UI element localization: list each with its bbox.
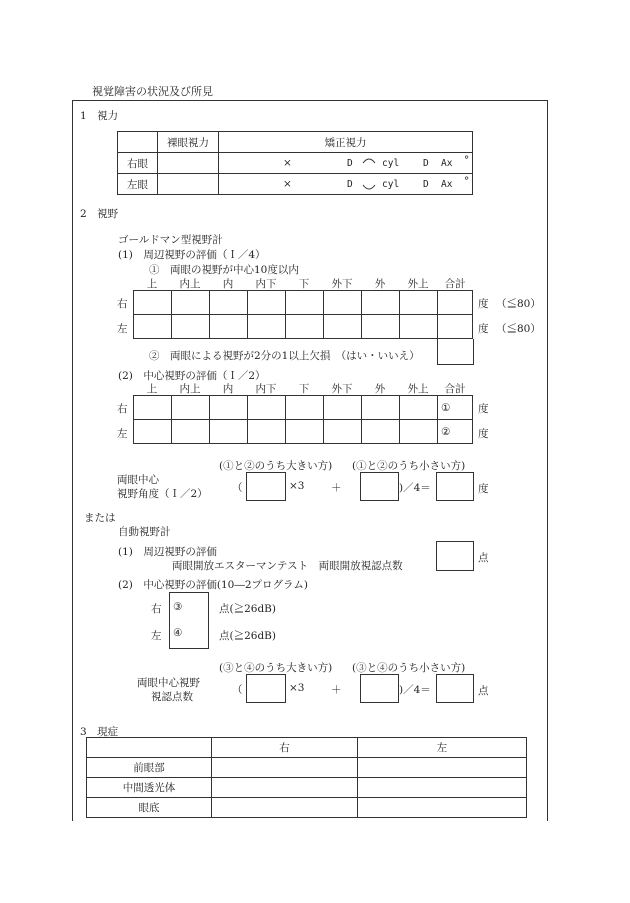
score-box-4[interactable] bbox=[169, 620, 209, 649]
smaller-value-box[interactable] bbox=[360, 472, 399, 501]
col-header: 外下 bbox=[331, 383, 353, 395]
cell[interactable] bbox=[362, 291, 400, 315]
cell[interactable] bbox=[172, 396, 210, 420]
cell[interactable] bbox=[286, 291, 324, 315]
degree-sign: ° bbox=[464, 154, 470, 166]
cell[interactable] bbox=[286, 420, 324, 444]
cell[interactable] bbox=[362, 396, 400, 420]
smaller-of-1-2: (①と②のうち小さい方) bbox=[352, 460, 466, 472]
visual-acuity-table bbox=[117, 131, 473, 195]
cell[interactable] bbox=[400, 396, 438, 420]
points-unit: 点 bbox=[478, 552, 489, 564]
degree-unit: 度 bbox=[478, 483, 489, 495]
row-fundus: 眼底 bbox=[87, 798, 212, 818]
cell[interactable] bbox=[362, 420, 400, 444]
col-header: 合計 bbox=[444, 383, 466, 395]
times-sign: × bbox=[283, 157, 292, 169]
bigger-of-1-2: (①と②のうち大きい方) bbox=[219, 460, 333, 472]
col-header: 外上 bbox=[407, 383, 429, 395]
combine-arc-icon bbox=[362, 183, 376, 195]
row-label-right: 右 bbox=[117, 403, 128, 415]
cell[interactable] bbox=[400, 315, 438, 339]
cell[interactable] bbox=[324, 420, 362, 444]
col-header: 上 bbox=[146, 383, 158, 395]
cell[interactable] bbox=[210, 315, 248, 339]
col-header: 下 bbox=[298, 278, 310, 290]
row-anterior-segment: 前眼部 bbox=[87, 758, 212, 778]
col-header: 内下 bbox=[255, 383, 277, 395]
row-intermediate-media: 中間透光体 bbox=[87, 778, 212, 798]
cyl-label: cyl bbox=[382, 179, 400, 190]
page-heading: 視覚障害の状況及び所見 bbox=[92, 85, 213, 98]
cell[interactable] bbox=[172, 315, 210, 339]
binocular-center-label-1: 両眼中心 bbox=[117, 474, 159, 486]
axis-label: Ax bbox=[441, 179, 453, 190]
within-10deg-label: ① 両眼の視野が中心10度以内 bbox=[149, 264, 299, 276]
degree-unit: 度 bbox=[478, 403, 489, 415]
row-left-eye: 左眼 bbox=[118, 174, 158, 195]
cell[interactable] bbox=[248, 396, 286, 420]
open-paren: （ bbox=[232, 684, 243, 696]
bigger-of-3-4: (③と④のうち大きい方) bbox=[219, 662, 333, 674]
cell[interactable] bbox=[212, 798, 358, 818]
bigger-score-box[interactable] bbox=[246, 674, 286, 703]
bigger-value-box[interactable] bbox=[246, 472, 286, 501]
cell[interactable] bbox=[210, 420, 248, 444]
smaller-of-3-4: (③と④のうち小さい方) bbox=[352, 662, 466, 674]
degree-unit: 度 bbox=[478, 323, 489, 335]
combine-arc-icon bbox=[362, 155, 376, 167]
cyl-label: cyl bbox=[382, 158, 400, 169]
row-label-right: 右 bbox=[117, 298, 128, 310]
row-right-eye: 右眼 bbox=[118, 153, 158, 174]
header-corrected-acuity: 矯正視力 bbox=[219, 132, 473, 153]
binocular-score-label-2: 視認点数 bbox=[151, 691, 193, 703]
cell[interactable] bbox=[172, 420, 210, 444]
row-label-right: 右 bbox=[151, 603, 162, 615]
plus-sign: ＋ bbox=[331, 482, 342, 494]
col-header: 内 bbox=[222, 383, 234, 395]
cell[interactable] bbox=[134, 420, 172, 444]
header-right: 右 bbox=[212, 738, 358, 758]
col-header: 合計 bbox=[444, 278, 466, 290]
open-paren: （ bbox=[232, 482, 243, 494]
cell[interactable] bbox=[400, 291, 438, 315]
section-2-title: 2 視野 bbox=[80, 208, 119, 220]
half-loss-label: ② 両眼による視野が2分の1以上欠損 （はい・いいえ） bbox=[149, 350, 420, 362]
esterman-label: 両眼開放エスターマンテスト 両眼開放視認点数 bbox=[172, 560, 403, 572]
cell[interactable] bbox=[134, 291, 172, 315]
cell[interactable] bbox=[210, 291, 248, 315]
smaller-score-box[interactable] bbox=[360, 674, 399, 703]
score-box-3[interactable] bbox=[169, 592, 209, 622]
section-3-title: 3 現症 bbox=[80, 726, 119, 738]
col-header: 内 bbox=[222, 278, 234, 290]
divide-4-equals: )／4＝ bbox=[399, 684, 431, 696]
left-corrected-value[interactable] bbox=[219, 174, 473, 195]
cell[interactable] bbox=[248, 420, 286, 444]
total-cell-1[interactable] bbox=[438, 396, 473, 420]
cell[interactable] bbox=[172, 291, 210, 315]
cell[interactable] bbox=[134, 396, 172, 420]
col-header: 内上 bbox=[179, 278, 201, 290]
peripheral-field-table bbox=[133, 290, 473, 339]
auto-peripheral-title: (1) 周辺視野の評価 bbox=[118, 546, 217, 558]
col-header: 下 bbox=[298, 383, 310, 395]
col-header: 外 bbox=[374, 278, 386, 290]
diopter-label-2: D bbox=[423, 158, 429, 169]
col-header: 外 bbox=[374, 383, 386, 395]
cell[interactable] bbox=[358, 758, 527, 778]
times-sign: × bbox=[283, 178, 292, 190]
result-score-box[interactable] bbox=[436, 674, 474, 703]
cell[interactable] bbox=[324, 291, 362, 315]
right-corrected-value[interactable] bbox=[219, 153, 473, 174]
cell[interactable] bbox=[212, 758, 358, 778]
marker-3: ③ bbox=[173, 601, 183, 613]
col-header: 外上 bbox=[407, 278, 429, 290]
cell[interactable] bbox=[324, 315, 362, 339]
cell[interactable] bbox=[362, 315, 400, 339]
total-cell[interactable] bbox=[438, 291, 473, 315]
total-cell-2[interactable] bbox=[438, 420, 473, 444]
diopter-label: D bbox=[347, 158, 353, 169]
left-naked-value[interactable] bbox=[158, 174, 219, 195]
findings-table bbox=[86, 737, 527, 818]
half-loss-box[interactable] bbox=[437, 339, 474, 365]
marker-1: ① bbox=[441, 401, 451, 414]
header-naked-acuity: 裸眼視力 bbox=[158, 132, 219, 153]
cell[interactable] bbox=[134, 315, 172, 339]
col-header: 外下 bbox=[331, 278, 353, 290]
diopter-label-2: D bbox=[423, 179, 429, 190]
cell[interactable] bbox=[324, 396, 362, 420]
goldmann-title: ゴールドマン型視野計 bbox=[118, 234, 223, 246]
plus-sign: ＋ bbox=[331, 684, 342, 696]
points-unit: 点 bbox=[478, 685, 489, 697]
row-label-left: 左 bbox=[117, 428, 128, 440]
limit-80: （≦80） bbox=[496, 298, 541, 310]
auto-perimeter-title: 自動視野計 bbox=[118, 526, 171, 538]
points-26db: 点(≧26dB) bbox=[219, 603, 276, 615]
section-1-title: 1 視力 bbox=[80, 110, 119, 122]
or-label: または bbox=[84, 512, 116, 524]
cell[interactable] bbox=[210, 396, 248, 420]
col-header: 内上 bbox=[179, 383, 201, 395]
limit-80: （≦80） bbox=[496, 323, 541, 335]
cell[interactable] bbox=[286, 396, 324, 420]
points-26db: 点(≧26dB) bbox=[219, 630, 276, 642]
cell[interactable] bbox=[358, 798, 527, 818]
times-3: ×3 bbox=[289, 682, 305, 694]
result-angle-box[interactable] bbox=[436, 472, 474, 501]
cell[interactable] bbox=[286, 315, 324, 339]
col-header: 内下 bbox=[255, 278, 277, 290]
peripheral-eval-title: (1) 周辺視野の評価（Ｉ／4） bbox=[118, 249, 266, 261]
diopter-label: D bbox=[347, 179, 353, 190]
right-naked-value[interactable] bbox=[158, 153, 219, 174]
axis-label: Ax bbox=[441, 158, 453, 169]
esterman-score-box[interactable] bbox=[436, 541, 474, 571]
auto-central-title: (2) 中心視野の評価(10―2プログラム) bbox=[118, 579, 309, 591]
binocular-center-label-2: 視野角度（Ｉ／2） bbox=[117, 488, 208, 500]
marker-2: ② bbox=[441, 425, 451, 438]
cell[interactable] bbox=[358, 778, 527, 798]
cell[interactable] bbox=[212, 778, 358, 798]
degree-unit: 度 bbox=[478, 298, 489, 310]
central-eval-title: (2) 中心視野の評価（Ｉ／2） bbox=[118, 370, 266, 382]
cell[interactable] bbox=[248, 315, 286, 339]
marker-4: ④ bbox=[173, 627, 183, 639]
header-left: 左 bbox=[358, 738, 527, 758]
times-3: ×3 bbox=[289, 480, 305, 492]
col-header: 上 bbox=[146, 278, 158, 290]
row-label-left: 左 bbox=[151, 630, 162, 642]
row-label-left: 左 bbox=[117, 323, 128, 335]
cell[interactable] bbox=[400, 420, 438, 444]
degree-unit: 度 bbox=[478, 428, 489, 440]
central-field-table bbox=[133, 395, 473, 444]
degree-sign: ° bbox=[464, 175, 470, 187]
divide-4-equals: )／4＝ bbox=[399, 482, 431, 494]
cell[interactable] bbox=[248, 291, 286, 315]
binocular-score-label-1: 両眼中心視野 bbox=[137, 677, 200, 689]
total-cell[interactable] bbox=[438, 315, 473, 339]
